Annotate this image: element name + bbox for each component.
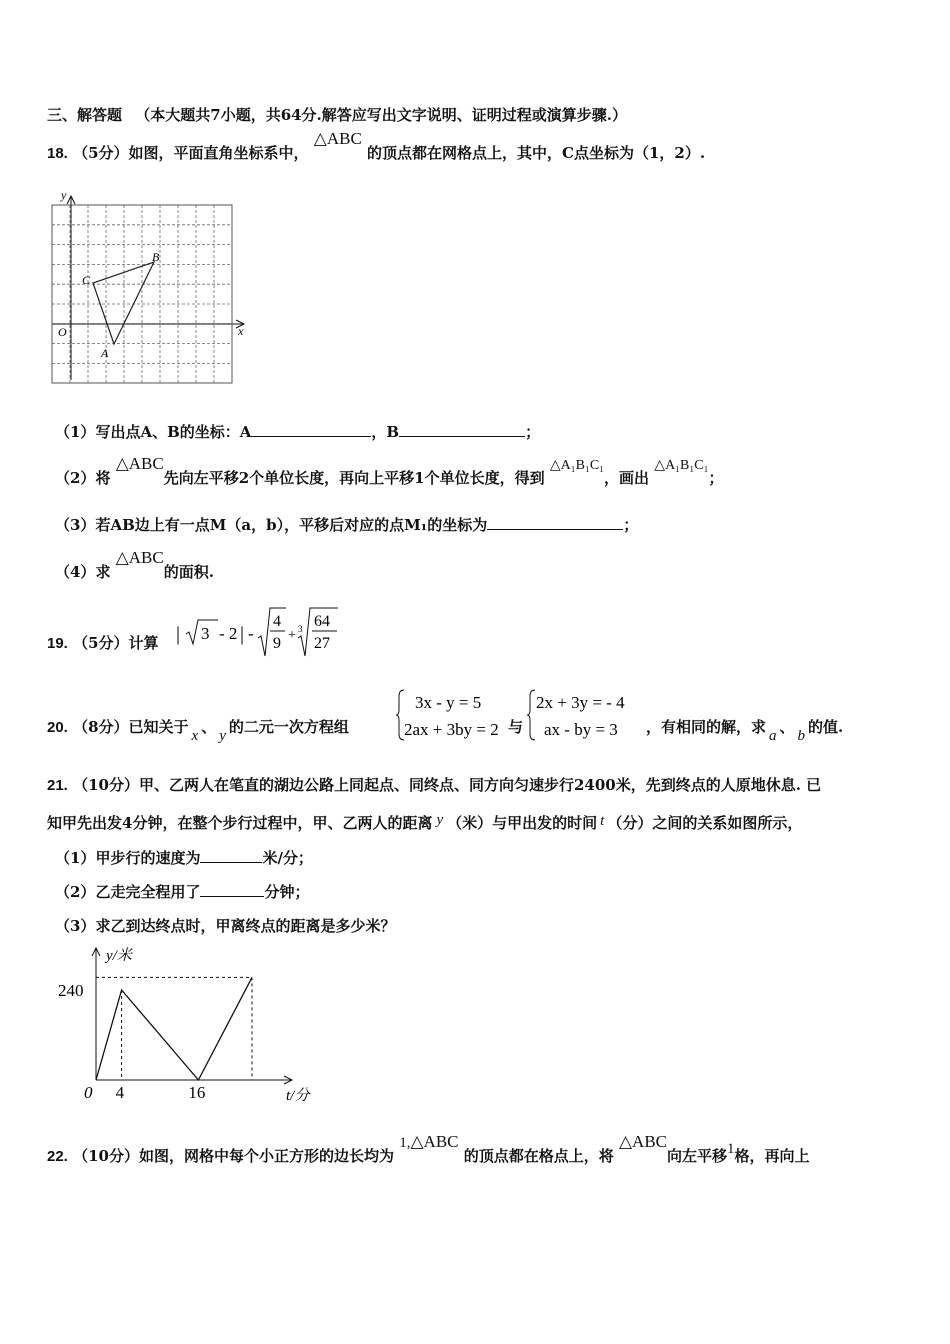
q21-number: 21.: [47, 777, 68, 794]
q20-brace-1: [396, 690, 404, 740]
q18-part1-label: （1）: [55, 423, 96, 441]
q19-cube-index: 3: [298, 624, 303, 634]
q18-answer-m1-blank[interactable]: [487, 515, 623, 530]
q18-part2-label: （2）: [55, 469, 96, 487]
q20-with: [508, 716, 523, 737]
q22-triangle: △ABC: [410, 1132, 459, 1151]
q20-brace-2: [527, 690, 535, 740]
q18-part3-label: （3）: [55, 516, 96, 534]
q19-stem: [47, 632, 159, 653]
q21-score: （10分）: [73, 776, 139, 794]
q18-part1-sep: ，B: [371, 423, 400, 441]
section-note: （本大题共7小题，共64分.解答应写出文字说明、证明过程或演算步骤.）: [135, 106, 628, 124]
q20-with-word: 与: [508, 718, 524, 736]
q22-score: （10分）: [73, 1147, 139, 1165]
q22-stem: [47, 1132, 810, 1166]
section-heading-line: [47, 104, 627, 125]
q20-system-1: [395, 686, 507, 744]
q21-line2-a: 知甲先出发4分钟，在整个步行过程中，甲、乙两人的距离: [47, 814, 433, 832]
q21-var-t: t: [600, 813, 605, 829]
q19-minus: -: [248, 624, 254, 643]
q19-cube-num: 64: [314, 613, 330, 630]
q20-sys2-line1: 2x + 3y = - 4: [536, 693, 625, 712]
q18-point-a-label: A: [101, 346, 109, 360]
q18-triangle: △ABC: [313, 129, 362, 148]
q18-part2-c: ，画出: [604, 469, 650, 487]
q18-part4-triangle: △ABC: [115, 548, 164, 567]
q21-line1: [47, 774, 821, 795]
q20-text-b: 的二元一次方程组: [228, 718, 349, 736]
q21-x-tick-16: 16: [188, 1083, 206, 1102]
q21-series-line: [96, 977, 252, 1080]
q22-text-b: 的顶点都在格点上，将: [463, 1147, 614, 1165]
q20-var-x: x: [191, 728, 199, 744]
q22-text-a: 如图，网格中每个小正方形的边长均为: [138, 1147, 394, 1165]
q21-line2-b: （米）与甲出发的时间: [447, 814, 598, 832]
q20-sep2: 、: [779, 718, 795, 736]
q21-var-y: y: [436, 812, 444, 828]
q20-number: 20.: [47, 719, 68, 736]
q20-var-b: b: [797, 728, 806, 744]
q18-part2-triangle1: △A₁B₁C₁: [549, 458, 605, 473]
q21-part2: [55, 881, 309, 902]
q21-part1-b: 米/分；: [262, 849, 313, 867]
q18-part4-b: 的面积.: [163, 563, 214, 581]
q18-origin-label: O: [58, 325, 67, 339]
q22-triangle2: △ABC: [618, 1132, 668, 1151]
q21-line2-c: （分）之间的关系如图所示，: [607, 814, 803, 832]
q22-text-c: 向左平移: [667, 1147, 728, 1165]
q20-text-d: 的值.: [808, 718, 844, 736]
q20-var-y: y: [219, 728, 226, 744]
q19-expression: [172, 604, 347, 660]
q18-part2-a: 将: [95, 469, 111, 487]
q21-part3-text: 求乙到达终点时，甲离终点的距离是多少米？: [95, 917, 396, 935]
q19-frac-num: 4: [273, 613, 281, 630]
q18-part3-text: 若AB边上有一点M（a，b），平移后对应的点M₁的坐标为: [95, 516, 488, 534]
q18-score: （5分）: [73, 144, 129, 162]
q18-text-b: 的顶点都在网格点上，其中，C点坐标为（1，2）.: [367, 144, 706, 162]
q18-part2: [55, 454, 724, 488]
q20-sep: 、: [201, 718, 217, 736]
q22-text-d: 格，再向上: [734, 1147, 810, 1165]
q18-part1-text: 写出点A、B的坐标：A: [95, 423, 252, 441]
q19-abs-right: |: [240, 623, 245, 645]
q20-score: （8分）: [73, 718, 129, 736]
q21-y-axis-label: y/米: [106, 948, 132, 964]
q20-text-c: ，有相同的解，求: [646, 718, 767, 736]
q18-part2-triangle2: △A₁B₁C₁: [654, 458, 709, 473]
q21-distance-time-chart: [52, 940, 332, 1110]
section-heading: 三、解答题: [47, 106, 123, 124]
q21-line1-text: 甲、乙两人在笔直的湖边公路上同起点、同终点、同方向匀速步行2400米，先到终点的人原地休息. 已: [138, 776, 822, 794]
q21-part1: [55, 847, 313, 868]
q18-part4-a: 求: [95, 563, 111, 581]
q18-part2-b: 先向左平移2个单位长度，再向上平移1个单位长度，得到: [163, 469, 545, 487]
q21-part2-a: 乙走完全程用了: [95, 883, 201, 901]
q20-sys1-line1: 3x - y = 5: [415, 693, 482, 712]
q18-y-label: y: [61, 188, 67, 202]
q21-x-tick-0: 0: [84, 1083, 93, 1102]
q19-minus-two: - 2: [219, 624, 238, 643]
q20-var-a: a: [769, 728, 777, 744]
q18-answer-b-blank[interactable]: [399, 422, 525, 437]
q20-system-2: [526, 686, 644, 744]
q21-part2-label: （2）: [55, 883, 96, 901]
q20-sys1-line2: 2ax + 3by = 2: [404, 720, 499, 739]
q22-unit: 1,: [399, 1135, 411, 1151]
q21-part1-a: 甲步行的速度为: [95, 849, 201, 867]
q20-stem-a: [47, 716, 349, 744]
q21-x-tick-4: 4: [115, 1083, 125, 1102]
q19-sqrt3-value: 3: [201, 624, 210, 643]
q18-answer-a-blank[interactable]: [251, 422, 371, 437]
q19-frac-den: 9: [273, 635, 281, 652]
q21-speed-blank[interactable]: [200, 848, 262, 863]
q21-time-blank[interactable]: [200, 882, 264, 897]
q18-text-a: 如图，平面直角坐标系中，: [128, 144, 309, 162]
q21-part3: [55, 915, 395, 936]
q19-text: 计算: [128, 634, 159, 652]
q18-stem: [47, 129, 706, 163]
q18-part4-label: （4）: [55, 563, 96, 581]
q18-coordinate-figure: [48, 188, 253, 388]
q20-text-a: 已知关于: [128, 718, 189, 736]
q21-part2-b: 分钟；: [264, 883, 310, 901]
q20-stem-b: [646, 716, 844, 744]
q22-number: 22.: [47, 1148, 68, 1165]
q21-x-axis-label: t/分: [286, 1088, 310, 1104]
q18-part4: [55, 548, 214, 582]
q18-part3: [55, 514, 638, 535]
q21-line2: [47, 812, 802, 833]
q18-part3-end: ；: [623, 516, 639, 534]
q21-part3-label: （3）: [55, 917, 96, 935]
q19-frac-radical: [258, 608, 286, 656]
q19-cube-den: 27: [314, 635, 330, 652]
q18-point-c-label: C: [82, 273, 91, 287]
q18-point-b-label: B: [152, 250, 160, 264]
q21-part1-label: （1）: [55, 849, 96, 867]
q19-abs-left: |: [176, 623, 181, 645]
q19-plus: +: [288, 628, 296, 643]
q18-x-label: x: [238, 324, 244, 338]
q18-part1-end: ；: [525, 423, 541, 441]
q20-sys2-line2: ax - by = 3: [544, 720, 618, 739]
q18-part2-end: ；: [708, 469, 724, 487]
q18-part1: [55, 421, 540, 442]
q18-triangle-abc: [93, 262, 154, 344]
q19-score: （5分）: [73, 634, 129, 652]
q21-y-tick-240: 240: [58, 981, 84, 1000]
q22-one: 1: [727, 1141, 735, 1157]
q18-part2-triangle: △ABC: [115, 454, 164, 473]
q19-number: 19.: [47, 635, 68, 652]
q18-number: 18.: [47, 145, 68, 162]
